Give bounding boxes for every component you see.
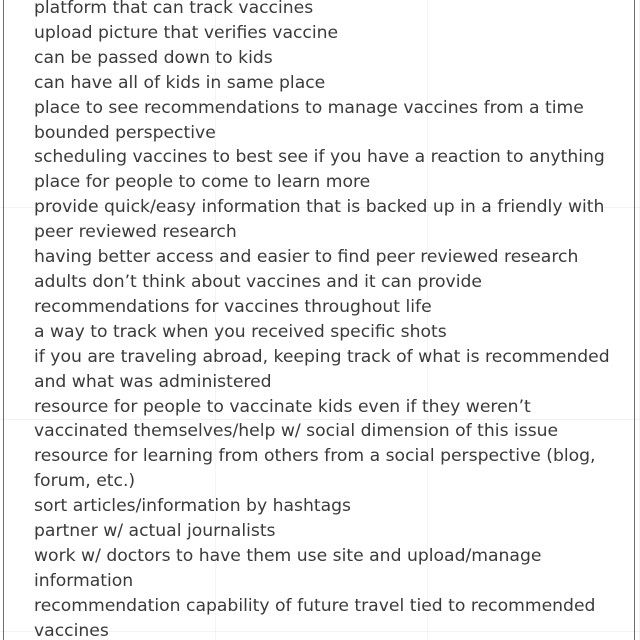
note-item: a way to track when you received specific shots xyxy=(34,321,447,342)
note-item: place for people to come to learn more xyxy=(34,172,371,193)
note-item: partner w/ actual journalists xyxy=(34,521,276,542)
note-item: scheduling vaccines to best see if you have a reaction to anything xyxy=(34,147,605,168)
note-item: platform that can track vaccines xyxy=(34,0,314,18)
note-item: sort articles/information by hashtags xyxy=(34,496,352,517)
note-item: upload picture that verifies vaccine xyxy=(34,22,339,43)
note-item: resource for learning from others from a social perspective (blog, forum, etc.) xyxy=(34,446,596,492)
note-item: can have all of kids in same place xyxy=(34,72,326,93)
note-item: having better access and easier to find peer reviewed research xyxy=(34,247,579,268)
note-item: if you are traveling abroad, keeping track of what is recommended and what was administered xyxy=(34,346,610,392)
note-item: resource for people to vaccinate kids even if they weren’t vaccinated themselves/help w/ social dimension of this issue xyxy=(34,396,559,442)
note-item: provide quick/easy information that is backed up in a friendly with peer reviewed research xyxy=(34,197,605,243)
note-item: can be passed down to kids xyxy=(34,47,273,68)
notes-list xyxy=(34,0,630,640)
note-item: adults don’t think about vaccines and it can provide recommendations for vaccines throughout life xyxy=(34,271,482,317)
note-item: work w/ doctors to have them use site and upload/manage information xyxy=(34,545,542,591)
note-item: place to see recommendations to manage vaccines from a time bounded perspective xyxy=(34,97,584,143)
note-item: recommendation capability of future travel tied to recommended vaccines xyxy=(34,595,596,640)
